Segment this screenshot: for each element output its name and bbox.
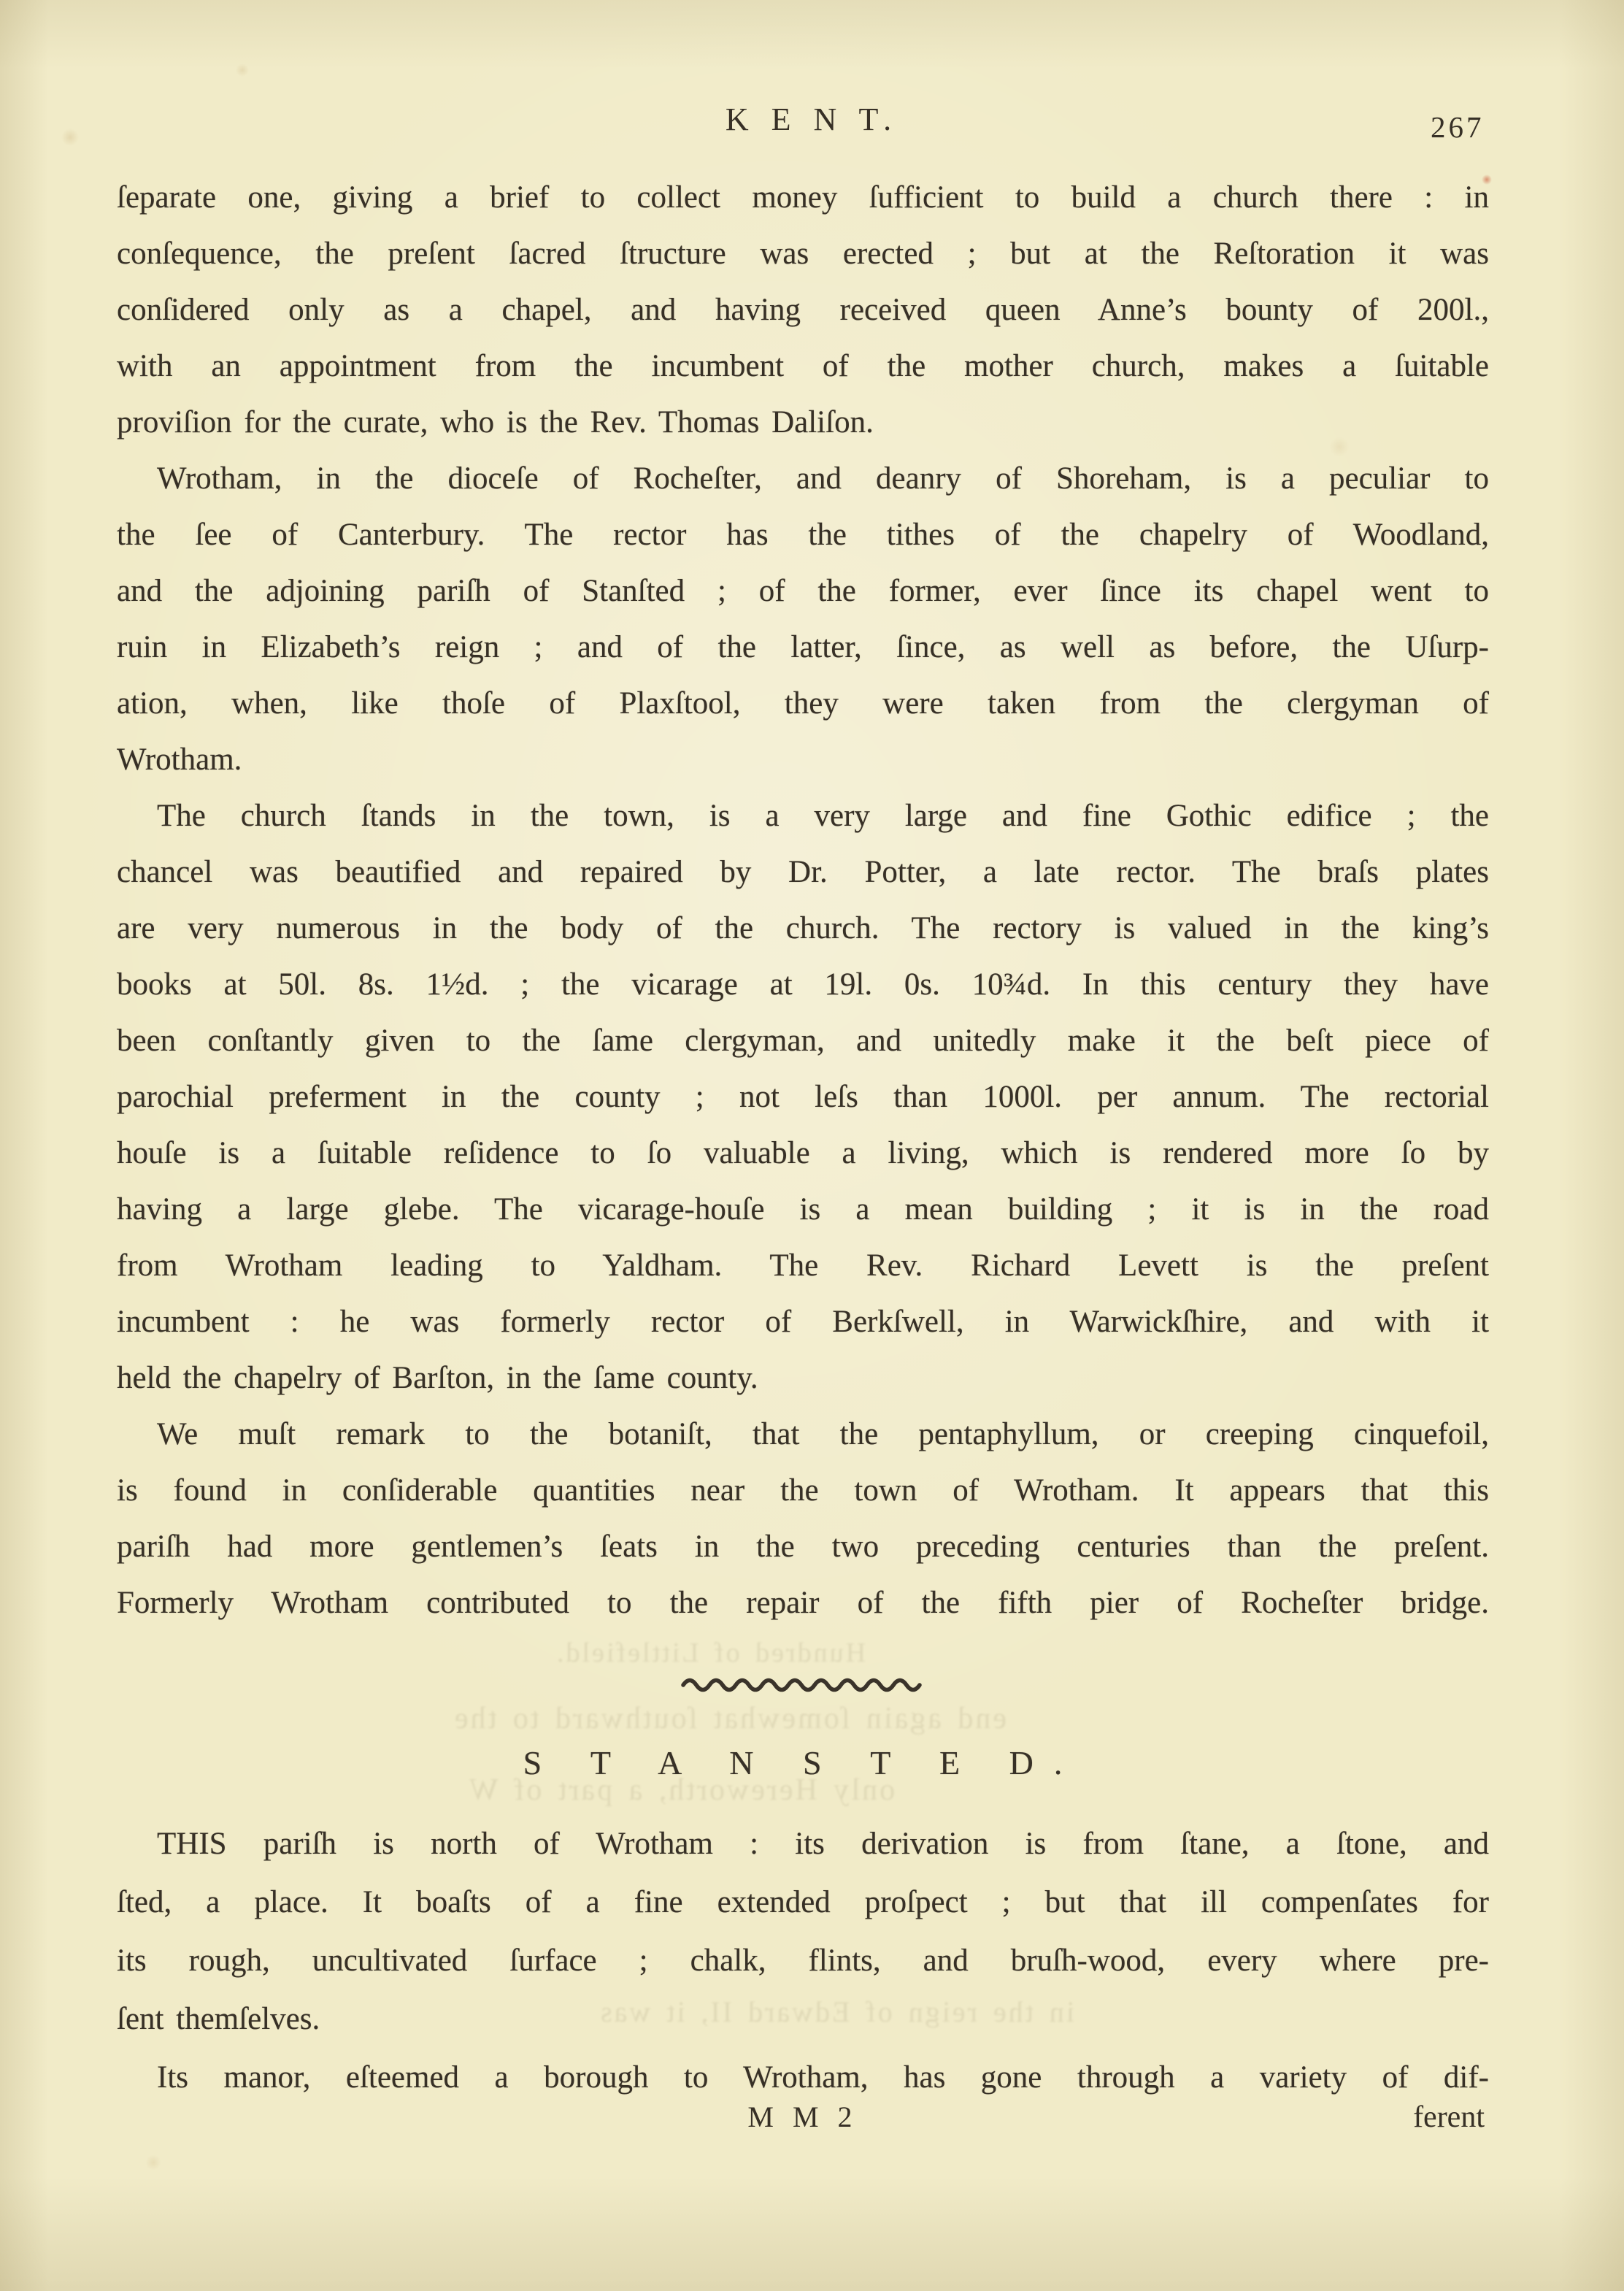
section-heading: S T A N S T E D.	[523, 1744, 1083, 1781]
page-footer	[117, 2094, 1489, 2141]
text-line: conſidered only as a chapel, and having received queen Anne’s bounty of 200l.,	[117, 293, 1489, 327]
text-line: conſequence, the preſent ſacred ſtructure was erected ; but at the Reſtoration it was	[117, 237, 1489, 271]
signature-mark: M M 2	[747, 2100, 858, 2133]
bleedthrough-text: end again ſomewhat ſouthward to the	[453, 1702, 1007, 1735]
text-line: incumbent : he was formerly rector of Berkſwell, in Warwickſhire, and with it	[117, 1305, 1489, 1339]
text-line: its rough, uncultivated ſurface ; chalk, flints, and bruſh-wood, every where pre-	[117, 1943, 1489, 1978]
text-line: are very numerous in the body of the church. The rectory is valued in the king’s	[117, 911, 1489, 945]
text-line: having a large glebe. The vicarage-houſe is a mean building ; it is in the road	[117, 1192, 1489, 1227]
text-line: is found in conſiderable quantities near the town of Wrotham. It appears that this	[117, 1473, 1489, 1508]
text-line: The church ſtands in the town, is a very large and fine Gothic edifice ; the	[157, 799, 1489, 833]
text-block-1	[117, 169, 1489, 1631]
text-block-2	[117, 1815, 1489, 2107]
bleedthrough-text: in the reign of Edward II, it was	[599, 1995, 1074, 2028]
text-line: with an appointment from the incumbent of the mother church, makes a ſuitable	[117, 349, 1489, 383]
text-line: ſeparate one, giving a brief to collect money ſufficient to build a church there : in	[117, 180, 1489, 215]
text-line: held the chapelry of Barſton, in the ſame county.	[117, 1361, 758, 1395]
text-line: books at 50l. 8s. 1½d. ; the vicarage at 19l. 0s. 10¾d. In this century they have	[117, 967, 1489, 1002]
squiggle-divider-icon	[679, 1673, 927, 1694]
text-line: We muſt remark to the botaniſt, that the pentaphyllum, or creeping cinquefoil,	[157, 1417, 1489, 1451]
text-line: Formerly Wrotham contributed to the repair of the fifth pier of Rocheſter bridge.	[117, 1586, 1489, 1620]
page-number: 267	[1431, 110, 1485, 144]
text-line: chancel was beautified and repaired by Dr. Potter, a late rector. The braſs plates	[117, 855, 1489, 889]
text-line: Wrotham, in the dioceſe of Rocheſter, and deanry of Shoreham, is a peculiar to	[157, 461, 1489, 496]
text-line: and the adjoining pariſh of Stanſted ; of the former, ever ſince its chapel went to	[117, 574, 1489, 608]
text-line: houſe is a ſuitable reſidence to ſo valuable a living, which is rendered more ſo by	[117, 1136, 1489, 1170]
text-line: been conſtantly given to the ſame clergyman, and unitedly make it the beſt piece of	[117, 1024, 1489, 1058]
text-line: the ſee of Canterbury. The rector has the tithes of the chapelry of Woodland,	[117, 518, 1489, 552]
running-head: K E N T.	[725, 101, 899, 137]
bleedthrough-text: only Hereworth, a part of W	[467, 1773, 896, 1807]
text-line: ruin in Elizabeth’s reign ; and of the latter, ſince, as well as before, the Uſurp-	[117, 630, 1489, 664]
text-line: THIS pariſh is north of Wrotham : its derivation is from ſtane, a ſtone, and	[157, 1827, 1489, 1861]
text-line: pariſh had more gentlemen’s ſeats in the two preceding centuries than the preſent.	[117, 1530, 1489, 1564]
text-line: proviſion for the curate, who is the Rev. Thomas Daliſon.	[117, 405, 874, 440]
text-line: Wrotham.	[117, 742, 242, 777]
text-line: Its manor, eſteemed a borough to Wrotham, has gone through a variety of dif-	[157, 2060, 1489, 2095]
text-line: from Wrotham leading to Yaldham. The Rev. Richard Levett is the preſent	[117, 1248, 1489, 1283]
text-line: ſent themſelves.	[117, 2002, 320, 2036]
text-line: ſted, a place. It boaſts of a fine extended proſpect ; but that ill compenſates for	[117, 1885, 1489, 1919]
text-line: ation, when, like thoſe of Plaxſtool, they were taken from the clergyman of	[117, 686, 1489, 721]
text-line: parochial preferment in the county ; not leſs than 1000l. per annum. The rectorial	[117, 1080, 1489, 1114]
section-divider	[117, 1673, 1489, 1695]
bleedthrough-text: Hundred of Littlefield.	[555, 1638, 866, 1668]
catchword: ferent	[1413, 2100, 1485, 2134]
